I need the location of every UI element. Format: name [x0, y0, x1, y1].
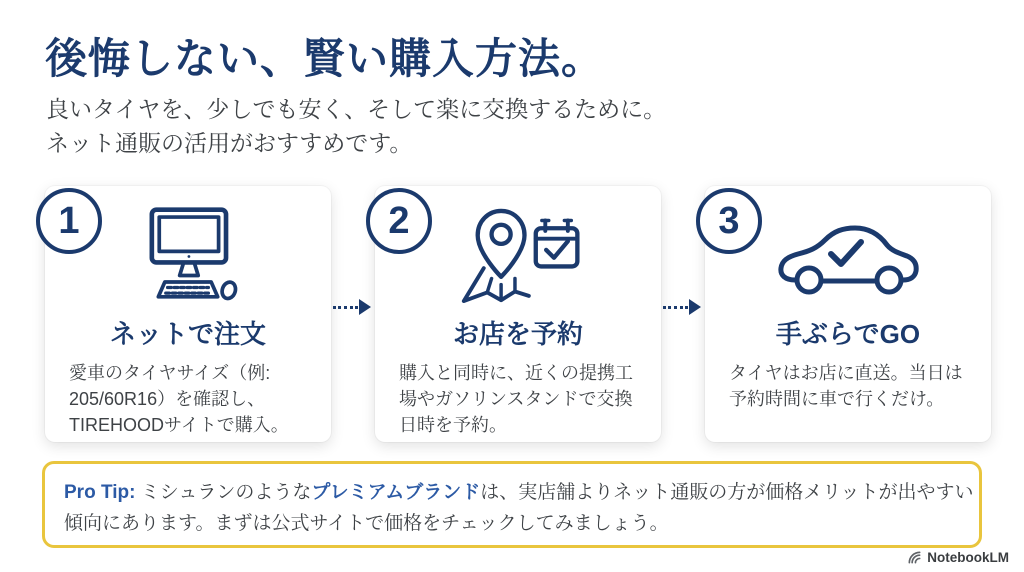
step-card-go-empty-handed	[705, 186, 991, 442]
step-title: ネットで注文	[109, 319, 266, 349]
page-title: 後悔しない、賢い購入方法。	[45, 35, 605, 82]
pro-tip-text: は、実店舗よりネット通販の方が価格メリットが出やすい	[480, 482, 974, 503]
pro-tip-text: ミシュランのような	[135, 482, 312, 503]
step-card-order-online	[45, 186, 331, 442]
step-number-badge: 2	[366, 188, 432, 254]
step-number-badge: 1	[36, 188, 102, 254]
step-card-book-shop	[375, 186, 661, 442]
flow-arrow-icon	[333, 299, 371, 315]
pro-tip-text: 傾向にあります。まずは公式サイトで価格をチェックしてみましょう。	[64, 513, 669, 534]
flow-arrow-icon	[663, 299, 701, 315]
pro-tip-callout	[42, 461, 982, 548]
subtitle-line: 良いタイヤを、少しでも安く、そして楽に交換するために。	[46, 96, 667, 122]
step-description: 愛車のタイヤサイズ（例: 205/60R16）を確認し、 TIREHOODサイトで購入。	[69, 363, 289, 435]
step-title: お店を予約	[452, 319, 583, 349]
car-check-icon	[772, 204, 924, 308]
step-description: タイヤはお店に直送。当日は 予約時間に車で行くだけ。	[729, 363, 963, 409]
subtitle-line: ネット通販の活用がおすすめです。	[46, 130, 413, 156]
pro-tip-label: Pro Tip:	[64, 482, 136, 503]
pro-tip-highlight: プレミアムブランド	[311, 482, 481, 503]
notebooklm-logo-icon	[907, 550, 922, 565]
step-title: 手ぶらでGO	[775, 319, 921, 349]
notebooklm-watermark	[907, 550, 1009, 565]
page-subtitle	[46, 92, 666, 160]
step-number-badge: 3	[696, 188, 762, 254]
desktop-computer-icon	[132, 204, 244, 308]
map-pin-calendar-icon	[443, 204, 593, 308]
step-description: 購入と同時に、近くの提携工 場やガソリンスタンドで交換 日時を予約。	[399, 363, 633, 435]
brand-text: NotebookLM	[927, 550, 1009, 565]
